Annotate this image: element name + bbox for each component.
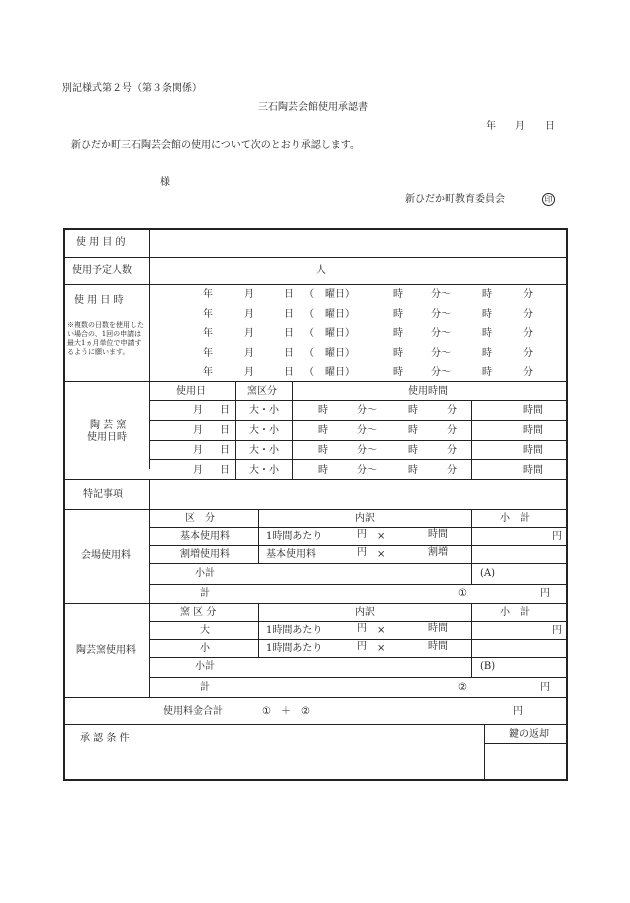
- kiln_fee-row-desc: 1時間あたり: [266, 625, 323, 636]
- usage-row-hour-to: 時: [482, 289, 492, 300]
- usage-row-month: 月: [244, 289, 254, 300]
- usage-row-year: 年: [203, 308, 213, 320]
- usage-row-min-from: 分〜: [431, 289, 451, 300]
- kiln-total-label: 計: [200, 682, 210, 693]
- grand-total-label: 使用料金合計: [163, 706, 223, 717]
- form-label: 別記様式第２号（第３条関係）: [62, 83, 202, 94]
- usage-row-paren: （: [304, 347, 314, 359]
- usage-row-paren: （: [304, 289, 314, 300]
- kiln-row-h1: 時: [318, 465, 328, 476]
- addressee-suffix: 様: [160, 177, 170, 188]
- purpose-label: 使 用 目 的: [76, 237, 126, 248]
- kiln_fee-row-name: 小: [200, 643, 210, 654]
- kiln-row-month: 月: [193, 425, 203, 436]
- kiln-row-h1: 時: [318, 405, 328, 416]
- issuer-name: 新ひだか町教育委員会: [405, 194, 505, 205]
- kiln-row-m1: 分〜: [357, 465, 377, 476]
- usage-row-hour-from: 時: [393, 328, 403, 339]
- kiln_fee-row-times: ×: [377, 643, 386, 654]
- kiln_fee-row-unit: 時間: [428, 641, 448, 652]
- kiln-row-m1: 分〜: [357, 405, 377, 416]
- headcount-unit: 人: [316, 265, 326, 276]
- usage-row-min-from: 分〜: [431, 328, 451, 339]
- usage-row-min-from: 分〜: [431, 308, 451, 320]
- usage-row-month: 月: [244, 367, 254, 378]
- venue-fee-header-detail: 内訳: [355, 513, 375, 524]
- venue_fee-row-desc: 1時間あたり: [266, 531, 323, 542]
- usage-row-min-to: 分: [523, 367, 533, 378]
- venue_fee-row-times: ×: [377, 531, 386, 542]
- kiln-row-size: 大・小: [249, 405, 279, 416]
- kiln-total-yen: 円: [540, 682, 550, 693]
- usage-datetime-note: ※複数の日数を使用したい場合の、1回の申請は最大1ヵ月単位で申請するように願います。: [67, 321, 144, 356]
- kiln-header-time: 使用時間: [408, 386, 448, 397]
- kiln-fee-label: 陶芸窯使用料: [76, 645, 136, 656]
- venue-subtotal-mark: (A): [480, 568, 496, 579]
- kiln-label-line2: 使用日時: [87, 432, 127, 443]
- kiln-row-m2: 分: [447, 465, 457, 476]
- date-day: 日: [545, 121, 555, 132]
- kiln-row-h2: 時: [408, 405, 418, 416]
- usage-row-min-to: 分: [523, 347, 533, 359]
- usage-row-day: 日: [284, 367, 294, 378]
- usage-row-min-to: 分: [523, 328, 533, 339]
- kiln_fee-row-unit: 時間: [428, 623, 448, 634]
- usage-row-weekday: 曜日）: [325, 289, 355, 300]
- kiln-row-hours: 時間: [523, 445, 543, 456]
- usage-row-min-from: 分〜: [431, 347, 451, 359]
- kiln-row-h2: 時: [408, 445, 418, 456]
- kiln-row-h2: 時: [408, 465, 418, 476]
- usage-row-min-to: 分: [523, 308, 533, 320]
- kiln-fee-header-detail: 内訳: [355, 607, 375, 618]
- usage-row-hour-to: 時: [482, 367, 492, 378]
- venue_fee-row-subtotal: 円: [552, 531, 562, 542]
- usage-row-hour-to: 時: [482, 328, 492, 339]
- kiln_fee-row-times: ×: [377, 625, 386, 636]
- kiln-row-m2: 分: [447, 405, 457, 416]
- kiln-row-m2: 分: [447, 425, 457, 436]
- venue-fee-label: 会場使用料: [81, 550, 131, 561]
- kiln-subtotal-label: 小計: [195, 661, 215, 672]
- usage-row-paren: （: [304, 367, 314, 378]
- venue-total-label: 計: [200, 588, 210, 599]
- document-title: 三石陶芸会館使用承認書: [258, 102, 368, 113]
- kiln-row-hours: 時間: [523, 425, 543, 436]
- kiln-header-size: 窯区分: [247, 386, 277, 397]
- usage-row-hour-from: 時: [393, 347, 403, 359]
- date-year: 年: [486, 121, 496, 132]
- usage-row-month: 月: [244, 328, 254, 339]
- kiln-row-month: 月: [193, 445, 203, 456]
- venue_fee-row-unit: 時間: [428, 529, 448, 540]
- kiln_fee-row-yen: 円: [357, 623, 367, 634]
- venue-total-mark: ①: [458, 588, 467, 599]
- usage-row-paren: （: [304, 308, 314, 320]
- usage-row-min-from: 分〜: [431, 367, 451, 378]
- key-return-label: 鍵の返却: [509, 729, 549, 740]
- venue_fee-row-desc: 基本使用料: [266, 549, 316, 560]
- usage-row-day: 日: [284, 347, 294, 359]
- venue_fee-row-times: ×: [377, 549, 386, 560]
- intro-text: 新ひだか町三石陶芸会館の使用について次のとおり承認します。: [71, 140, 360, 151]
- usage-row-weekday: 曜日）: [325, 328, 355, 339]
- kiln-row-size: 大・小: [249, 425, 279, 436]
- usage-row-day: 日: [284, 289, 294, 300]
- usage-datetime-label: 使 用 日 時: [74, 295, 124, 306]
- grand-total-formula: ① ＋ ②: [262, 706, 310, 717]
- usage-row-month: 月: [244, 308, 254, 320]
- kiln-row-day: 日: [220, 425, 230, 436]
- date-month: 月: [515, 121, 525, 132]
- approval-form-table: [63, 228, 568, 781]
- usage-row-year: 年: [203, 289, 213, 300]
- venue-fee-header-category: 区 分: [185, 513, 215, 524]
- kiln-row-m1: 分〜: [357, 425, 377, 436]
- venue_fee-row-yen: 円: [357, 547, 367, 558]
- usage-row-year: 年: [203, 328, 213, 339]
- usage-row-hour-from: 時: [393, 308, 403, 320]
- kiln-row-hours: 時間: [523, 405, 543, 416]
- kiln-row-day: 日: [220, 405, 230, 416]
- usage-row-weekday: 曜日）: [325, 308, 355, 320]
- kiln-row-size: 大・小: [249, 445, 279, 456]
- venue_fee-row-yen: 円: [357, 529, 367, 540]
- usage-row-hour-from: 時: [393, 367, 403, 378]
- kiln-row-hours: 時間: [523, 465, 543, 476]
- kiln-row-month: 月: [193, 405, 203, 416]
- venue_fee-row-name: 基本使用料: [180, 531, 230, 542]
- kiln_fee-row-name: 大: [200, 625, 210, 636]
- kiln-row-month: 月: [193, 465, 203, 476]
- venue_fee-row-unit: 割増: [428, 547, 448, 558]
- kiln-row-h1: 時: [318, 445, 328, 456]
- kiln-label-line1: 陶 芸 窯: [90, 420, 127, 431]
- kiln-row-day: 日: [220, 445, 230, 456]
- usage-row-day: 日: [284, 308, 294, 320]
- usage-row-day: 日: [284, 328, 294, 339]
- usage-row-paren: （: [304, 328, 314, 339]
- usage-row-year: 年: [203, 347, 213, 359]
- venue-total-yen: 円: [540, 588, 550, 599]
- kiln-fee-header-subtotal: 小 計: [500, 607, 530, 618]
- seal-mark: 印: [542, 193, 555, 206]
- conditions-label: 承 認 条 件: [80, 733, 130, 744]
- kiln-subtotal-mark: (B): [480, 661, 496, 672]
- kiln-row-day: 日: [220, 465, 230, 476]
- usage-row-min-to: 分: [523, 289, 533, 300]
- remarks-label: 特記事項: [83, 489, 123, 500]
- grand-total-yen: 円: [513, 706, 523, 717]
- usage-row-hour-to: 時: [482, 347, 492, 359]
- usage-row-hour-from: 時: [393, 289, 403, 300]
- usage-row-weekday: 曜日）: [325, 347, 355, 359]
- usage-row-year: 年: [203, 367, 213, 378]
- kiln-row-h1: 時: [318, 425, 328, 436]
- kiln-fee-header-category: 窯 区 分: [180, 607, 217, 618]
- usage-row-month: 月: [244, 347, 254, 359]
- usage-row-hour-to: 時: [482, 308, 492, 320]
- venue-subtotal-label: 小計: [195, 568, 215, 579]
- headcount-label: 使用予定人数: [72, 265, 132, 276]
- kiln-row-size: 大・小: [249, 465, 279, 476]
- kiln-header-date: 使用日: [176, 386, 206, 397]
- venue_fee-row-name: 割増使用料: [180, 549, 230, 560]
- kiln_fee-row-desc: 1時間あたり: [266, 643, 323, 654]
- kiln-row-h2: 時: [408, 425, 418, 436]
- kiln-row-m2: 分: [447, 445, 457, 456]
- kiln_fee-row-yen: 円: [357, 641, 367, 652]
- kiln-row-m1: 分〜: [357, 445, 377, 456]
- kiln-total-mark: ②: [458, 682, 467, 693]
- venue-fee-header-subtotal: 小 計: [500, 513, 530, 524]
- kiln_fee-row-subtotal: 円: [552, 625, 562, 636]
- usage-row-weekday: 曜日）: [325, 367, 355, 378]
